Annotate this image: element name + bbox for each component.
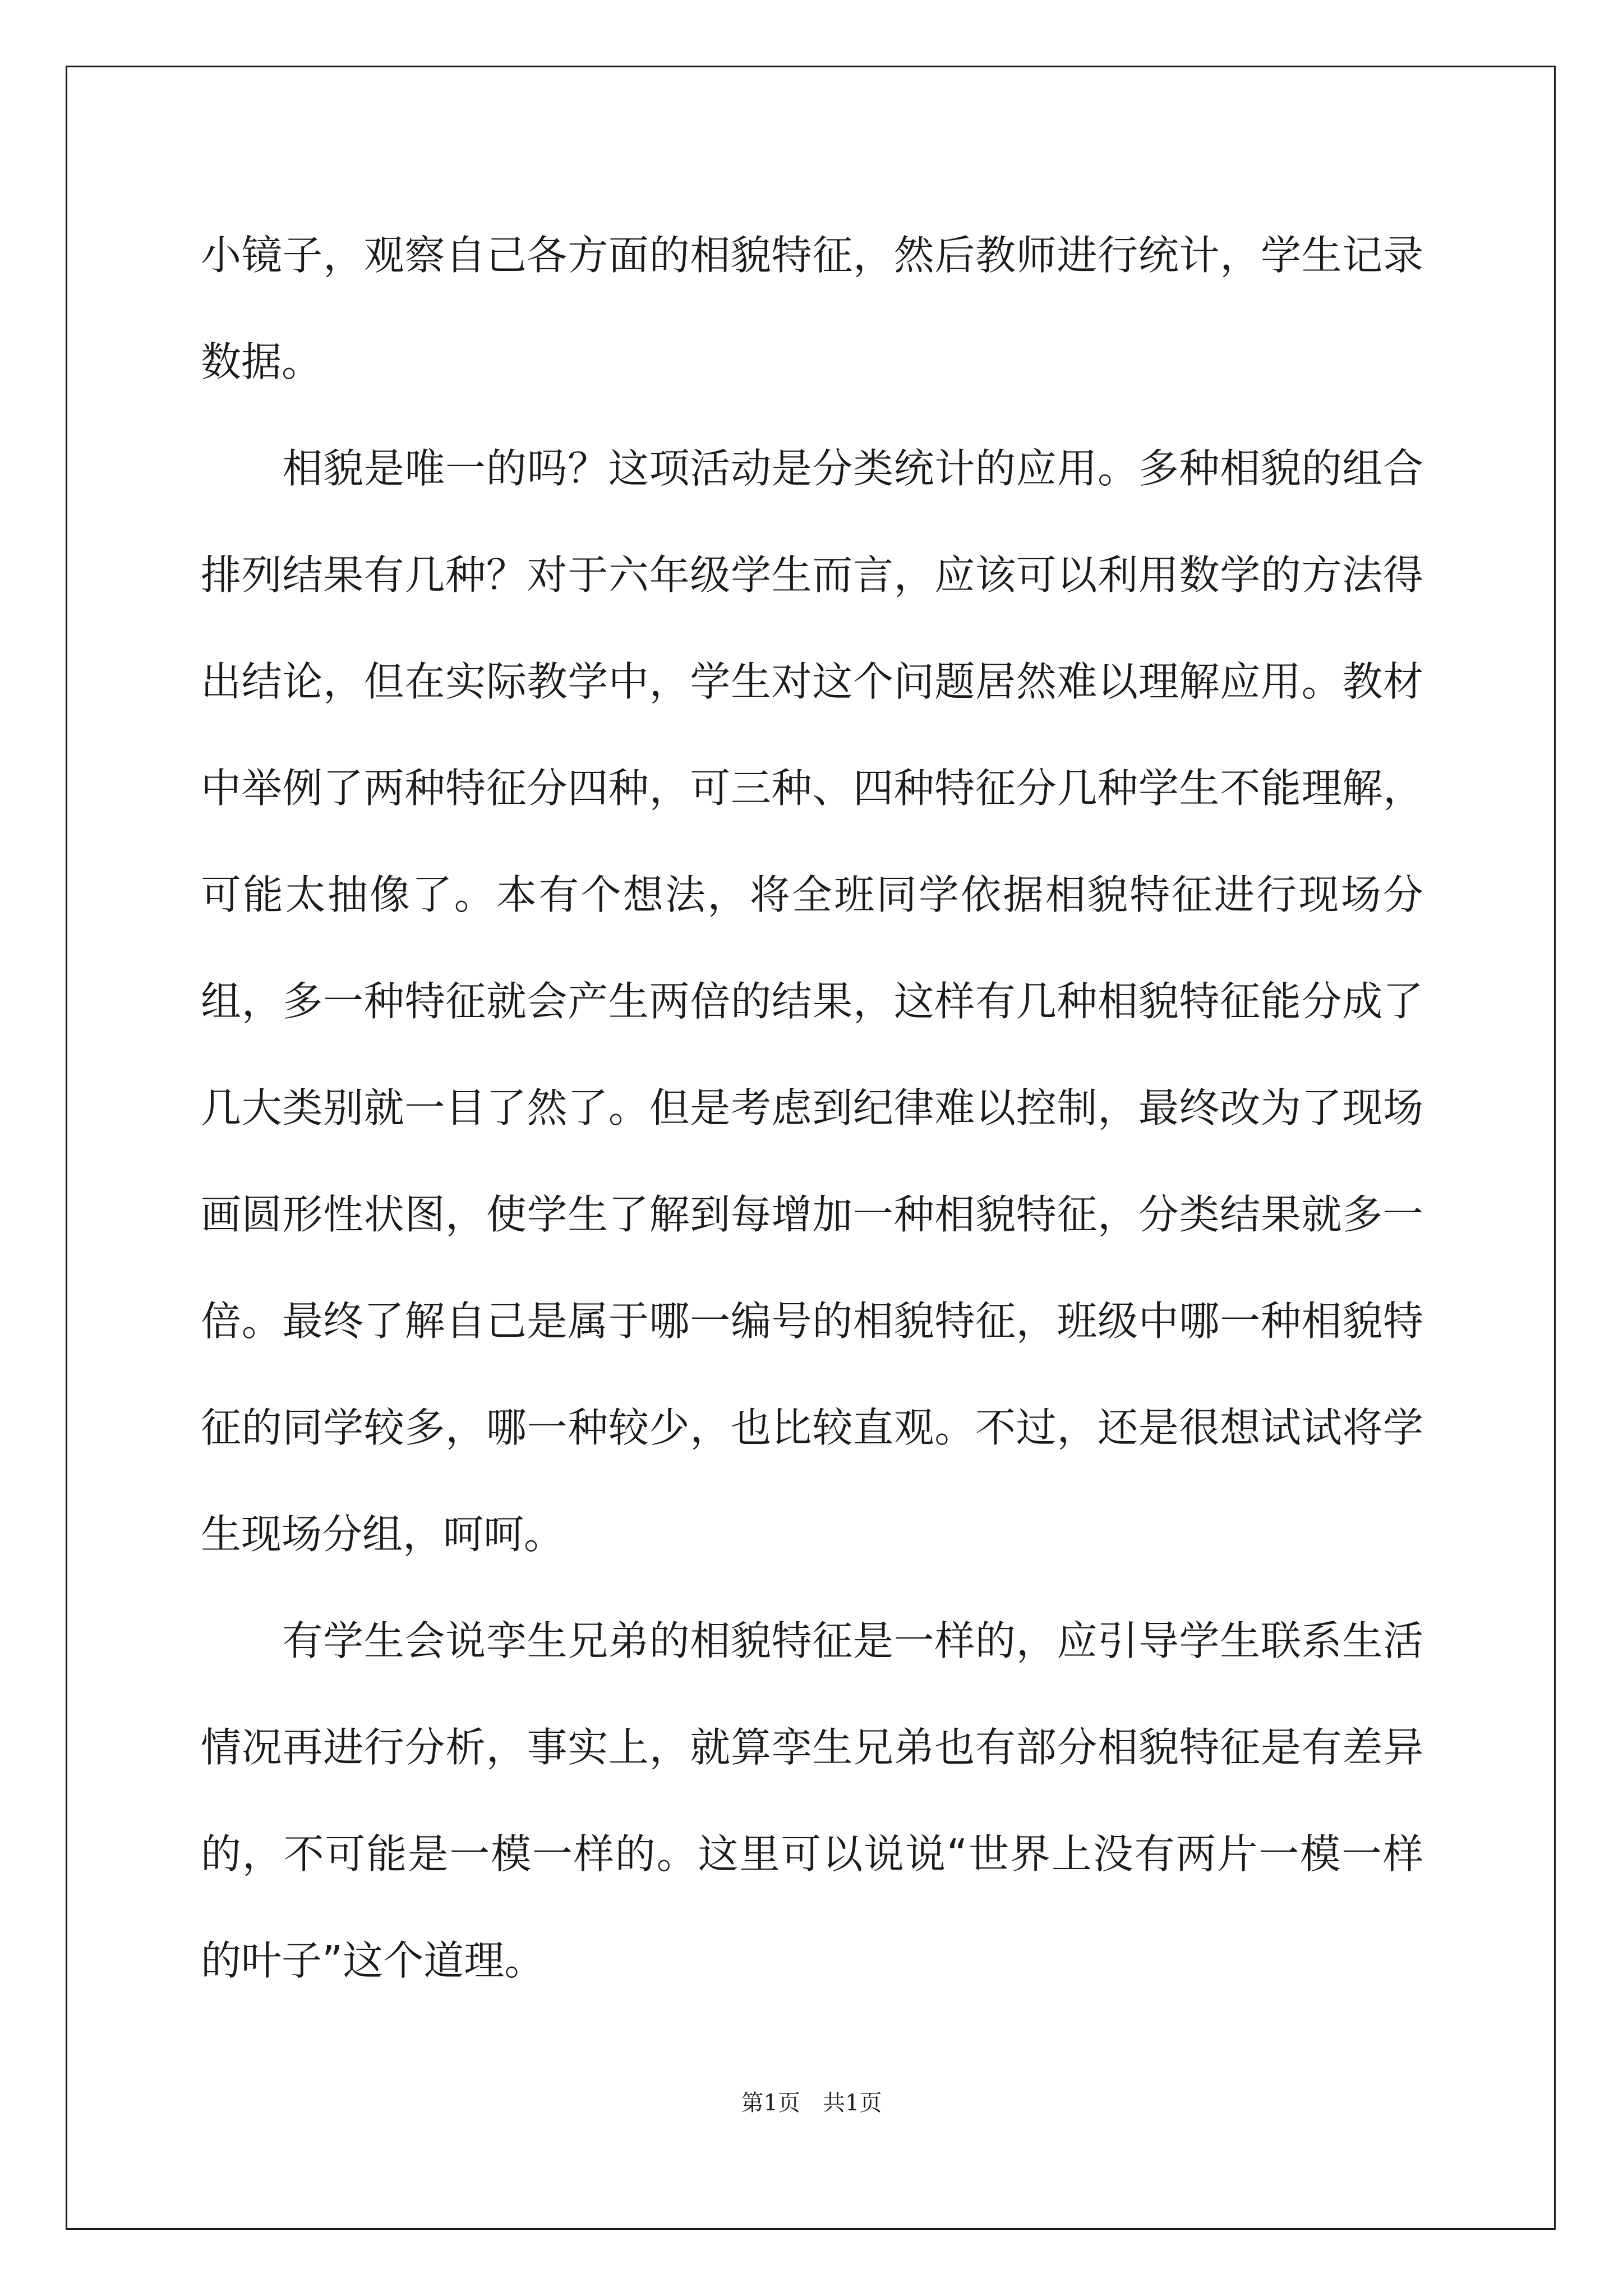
page-footer: 第1页 共1页 <box>741 2090 882 2116</box>
document-body <box>201 202 1423 2014</box>
paragraph-2: 相貌是唯一的吗？这项活动是分类统计的应用。多种相貌的组合排列结果有几种？对于六年级学生而言，应该可以利用数学的方法得出结论，但在实际教学中，学生对这个问题居然难以理解应用。教材中举例了两种特征分四种，可三种、四种特征分几种学生不能理解，可能太抽像了。本有个想法，将全班同学依据相貌特征进行现场分组，多一种特征就会产生两倍的结果，这样有几种相貌特征能分成了几大类别就一目了然了。但是考虑到纪律难以控制，最终改为了现场画圆形性状图，使学生了解到每增加一种相貌特征，分类结果就多一倍。最终了解自己是属于哪一编号的相貌特征，班级中哪一种相貌特征的同学较多，哪一种较少，也比较直观。不过，还是很想试试将学生现场分组，呵呵。 <box>201 445 1423 1558</box>
paragraph-3: 有学生会说孪生兄弟的相貌特征是一样的，应引导学生联系生活情况再进行分析，事实上，就算孪生兄弟也有部分相貌特征是有差异的，不可能是一模一样的。这里可以说说“世界上没有两片一模一样的叶子”这个道理。 <box>201 1617 1423 1984</box>
paragraph-1: 小镜子，观察自己各方面的相貌特征，然后教师进行统计，学生记录数据。 <box>201 232 1423 385</box>
